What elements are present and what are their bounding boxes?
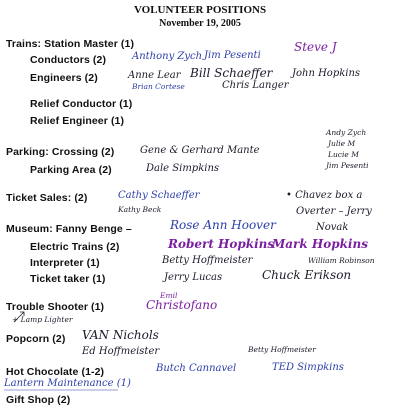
role-parking-crossing: Parking: Crossing (2) <box>6 146 115 158</box>
hw-chris-lang: Chris Langer <box>222 80 289 91</box>
role-relief-engineer: Relief Engineer (1) <box>30 115 125 127</box>
hw-william-robinson: William Robinson <box>308 256 375 265</box>
hw-emil: Emil <box>160 291 178 300</box>
hw-chuck-erikson: Chuck Erikson <box>262 268 352 282</box>
hw-jerry-lucas: Jerry Lucas <box>164 272 223 283</box>
hw-van-nichols: VAN Nichols <box>82 328 159 342</box>
hw-julie-m: Julie M <box>328 139 356 148</box>
hw-betty-hoffmeister: Betty Hoffmeister <box>162 255 253 266</box>
role-hot-chocolate: Hot Chocolate (1-2) <box>6 366 105 378</box>
hw-ed-hoffmeister: Ed Hoffmeister <box>82 346 160 357</box>
role-engineers: Engineers (2) <box>30 72 98 84</box>
hw-chavez-note-1: • Chavez box a <box>286 190 363 201</box>
hw-butch-cannavel: Butch Cannavel <box>156 363 237 374</box>
role-relief-conductor: Relief Conductor (1) <box>30 98 133 110</box>
hw-robert-hopkins: Robert Hopkins <box>168 237 275 251</box>
role-parking-area: Parking Area (2) <box>30 164 112 176</box>
hw-anthony-zych: Anthony Zych <box>132 51 203 62</box>
hw-chavez-note-2: Overter – Jerry <box>296 206 372 217</box>
hw-lucie-m: Lucie M <box>328 150 359 159</box>
role-ticket-sales: Ticket Sales: (2) <box>6 192 88 204</box>
role-ticket-taker: Ticket taker (1) <box>30 273 106 285</box>
role-conductors: Conductors (2) <box>30 54 107 66</box>
lamp-lighter-arrow-stroke <box>14 312 24 322</box>
hw-annie-lear: Anne Lear <box>128 70 181 81</box>
role-museum: Museum: Fanny Benge – <box>6 223 132 235</box>
role-popcorn: Popcorn (2) <box>6 333 66 345</box>
hw-gene-gerhard: Gene & Gerhard Mante <box>140 145 260 156</box>
page-title: VOLUNTEER POSITIONS <box>133 4 267 16</box>
hw-lantern-maintenance: Lantern Maintenance (1) <box>4 378 131 389</box>
hw-lamp-lighter: + Lamp Lighter <box>12 315 73 324</box>
role-interpreter: Interpreter (1) <box>30 257 100 269</box>
hw-dale-simpkins: Dale Simpkins <box>146 163 220 174</box>
hw-ted-simpkins: TED Simpkins <box>272 362 344 373</box>
hw-brian-cortese: Brian Cortese <box>132 82 185 91</box>
hw-john-hopkins: John Hopkins <box>292 68 361 79</box>
role-trouble-shooter: Trouble Shooter (1) <box>6 301 105 313</box>
role-trains-station-master: Trains: Station Master (1) <box>6 38 135 50</box>
hw-andy-zych: Andy Zych <box>326 128 367 137</box>
hw-kathy-beck: Kathy Beck <box>118 205 162 214</box>
hw-jim-pesenti-2: Jim Pesenti <box>326 161 369 170</box>
hw-mark-hopkins: Mark Hopkins <box>272 237 368 251</box>
hw-christofano: Christofano <box>146 298 218 312</box>
page-date: November 19, 2005 <box>159 18 241 29</box>
hw-cathy-schaeffer: Cathy Schaeffer <box>118 190 200 201</box>
hw-bill-schaeffer: Bill Schaeffer <box>190 66 273 80</box>
hw-chavez-note-3: Novak <box>316 222 349 233</box>
role-electric-trains: Electric Trains (2) <box>30 241 120 253</box>
role-gift-shop: Gift Shop (2) <box>6 394 71 406</box>
hw-jim-pesenti: Jim Pesenti <box>204 50 261 61</box>
hw-rose-ann: Rose Ann Hoover <box>170 218 276 232</box>
hw-steve-j: Steve J <box>294 40 337 54</box>
hw-betty-hoffmeister-2: Betty Hoffmeister <box>248 345 316 354</box>
